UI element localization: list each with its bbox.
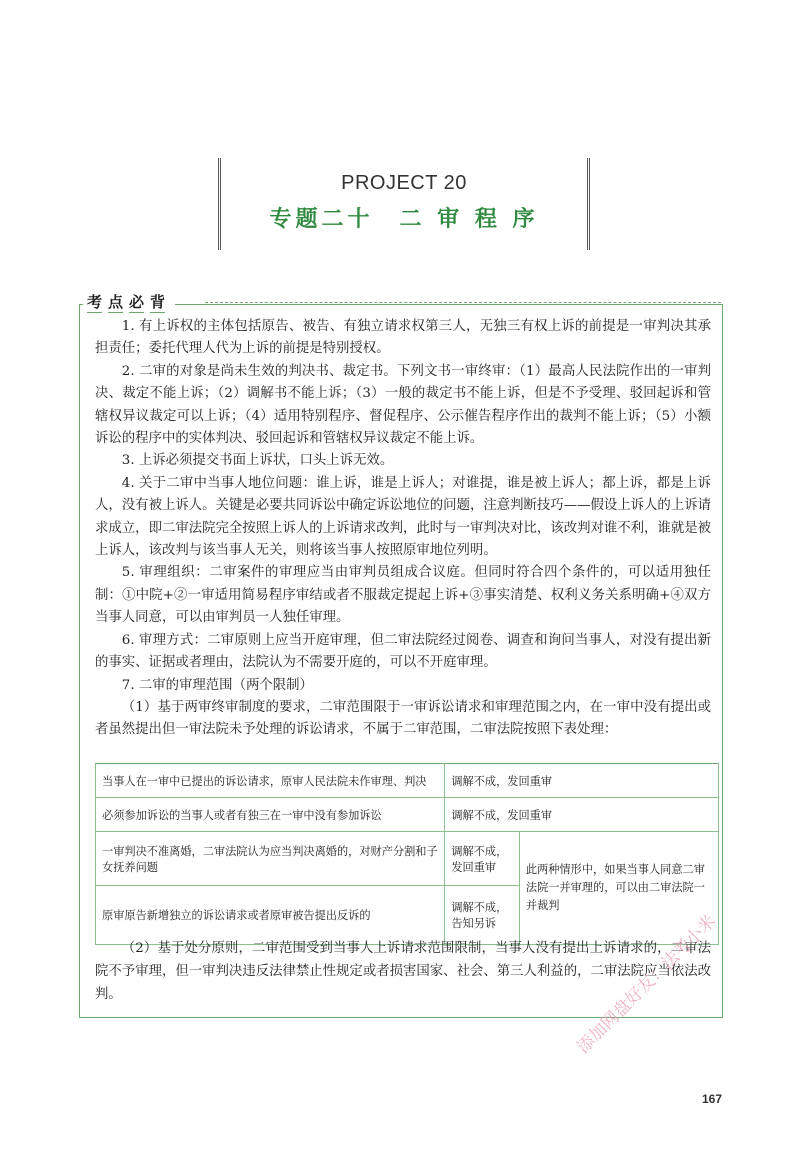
page-number: 167 <box>702 1092 723 1106</box>
situation-cell: 一审判决不准离婚，二审法院认为应当判决离婚的，对财产分割和子女抚养问题 <box>96 832 445 886</box>
project-label: PROJECT 20 <box>341 172 467 194</box>
table-row <box>96 798 719 832</box>
point-1: 1. 有上诉权的主体包括原告、被告、有独立请求权第三人，无独三有权上诉的前提是一审判决其承担责任；委托代理人代为上诉的前提是特别授权。 <box>95 319 711 357</box>
note-cell: 此两种情形中，如果当事人同意二审法院一并审理的，可以由二审法院一并裁判 <box>519 832 718 945</box>
handling-table <box>95 763 719 945</box>
situation-cell: 原审原告新增独立的诉讼请求或者原审被告提出反诉的 <box>96 886 445 945</box>
point-3: 3. 上诉必须提交书面上诉状，口头上诉无效。 <box>121 453 394 469</box>
point-6: 6. 审理方式：二审原则上应当开庭审理，但二审法院经过阅卷、调查和询问当事人，对没有提出新的事实、证据或者理由，法院认为不需要开庭的，可以不开庭审理。 <box>95 632 711 671</box>
point-2: 2. 二审的对象是尚未生效的判决书、裁定书。下列文书一审终审：（1）最高人民法院作出的一审判决、裁定不能上诉；（2）调解书不能上诉；（3）一般的裁定书不能上诉，但是不予受理、驳回起诉和管辖权异议裁定可以上诉；（4）适用特别程序、督促程序、公示催告程序作出的裁判不能上诉；（5）小额诉讼的程序中的实体判决、驳回起诉和管辖权异议裁定不能上诉。 <box>95 363 711 447</box>
point-7-1: （1）基于两审终审制度的要求，二审范围限于一审诉讼请求和审理范围之内，在一审中没有提出或者虽然提出但一审法院未予处理的诉讼请求，不属于二审范围，二审法院按照下表处理： <box>95 699 711 738</box>
point-5: 5. 审理组织：二审案件的审理应当由审判员组成合议庭。但同时符合四个条件的，可以适用独任制：①中院+②一审适用简易程序审结或者不服裁定提起上诉+③事实清楚、权利义务关系明确+④双方当事人同意，可以由审判员一人独任审理。 <box>95 565 711 626</box>
table-row <box>96 832 719 886</box>
table-row <box>96 764 719 798</box>
handling-cell: 调解不成，发回重审 <box>445 832 520 886</box>
watermark: 添加网盘好友：法考小米 <box>573 911 720 1058</box>
title-box <box>218 158 590 250</box>
point-7-2: （2）基于处分原则，二审范围受到当事人上诉请求范围限制，当事人没有提出上诉请求的，二审法院不予审理，但一审判决违反法律禁止性规定或者损害国家、社会、第三人利益的，二审法院应当依法改判。 <box>95 941 711 1002</box>
section-tag <box>83 290 175 314</box>
point-4: 4. 关于二审中当事人地位问题：谁上诉，谁是上诉人；对谁提，谁是被上诉人；都上诉，都是上诉人，没有被上诉人。关键是必要共同诉讼中确定诉讼地位的问题，注意判断技巧——假设上诉人的上诉请求成立，即二审法院完全按照上诉人的上诉请求改判，此时与一审判决对比，该改判对谁不利，谁就是被上诉人，该改判与该当事人无关，则将该当事人按照原审地位列明。 <box>95 475 711 559</box>
tag-char: 背 <box>150 293 166 311</box>
tag-char: 必 <box>129 293 145 311</box>
tag-char: 考 <box>87 293 103 311</box>
handling-cell: 调解不成，发回重审 <box>445 798 719 832</box>
chapter-title: 专题二十 二 审 程 序 <box>269 207 539 232</box>
situation-cell: 必须参加诉讼的当事人或者有独三在一审中没有参加诉讼 <box>96 798 445 832</box>
point-7: 7. 二审的审理范围（两个限制） <box>121 677 313 693</box>
key-points <box>95 316 711 742</box>
handling-cell: 调解不成，发回重审 <box>445 764 719 798</box>
situation-cell: 当事人在一审中已提出的诉讼请求，原审人民法院未作审理、判决 <box>96 764 445 798</box>
tag-divider <box>205 302 721 303</box>
tag-char: 点 <box>108 293 124 311</box>
handling-cell: 调解不成，告知另诉 <box>445 886 520 945</box>
